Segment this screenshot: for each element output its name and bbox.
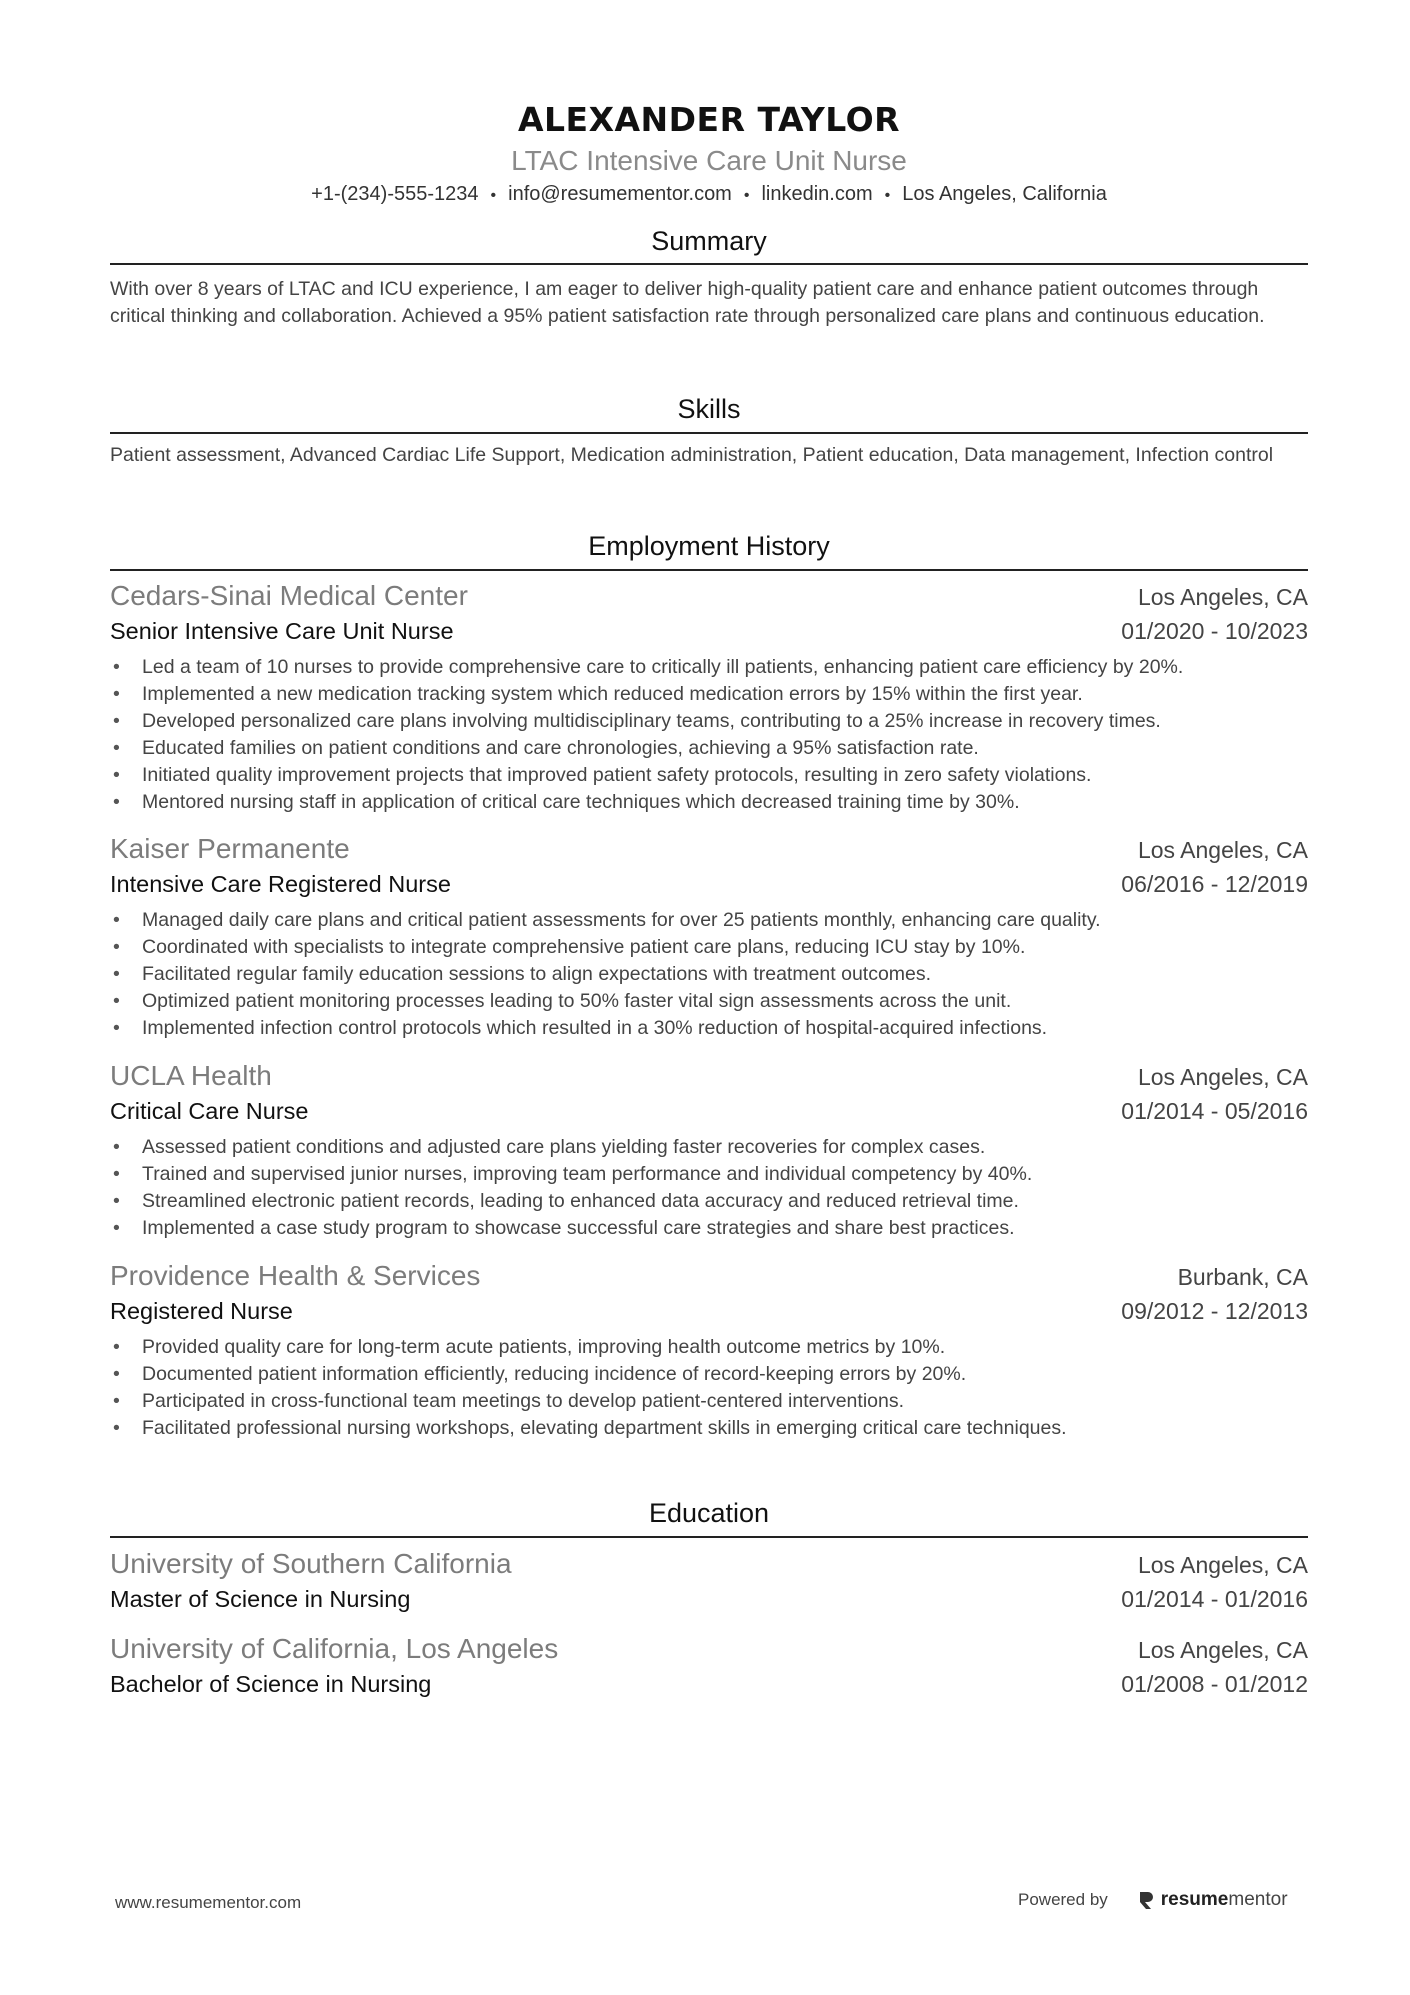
job-bullet: • Facilitated professional nursing workshops, elevating department skills in emerging critical care techniques. bbox=[110, 1415, 1308, 1442]
job-title: Critical Care Nurse bbox=[110, 1098, 309, 1124]
powered-by-label: Powered by bbox=[1018, 1890, 1108, 1909]
resumementor-logo-icon bbox=[1138, 1890, 1156, 1910]
job-bullet: • Implemented infection control protocols which resulted in a 30% reduction of hospital-acquired infections. bbox=[110, 1015, 1308, 1042]
school-location: Los Angeles, CA bbox=[1137, 1552, 1308, 1578]
candidate-role: LTAC Intensive Care Unit Nurse bbox=[511, 145, 907, 176]
phone: +1-(234)-555-1234 bbox=[311, 183, 479, 205]
job-location: Los Angeles, CA bbox=[1137, 837, 1308, 863]
location: Los Angeles, California bbox=[902, 183, 1107, 205]
job-bullet: • Implemented a new medication tracking system which reduced medication errors by 15% within the first year. bbox=[110, 681, 1308, 708]
job-bullet: • Educated families on patient conditions and care chronologies, achieving a 95% satisfaction rate. bbox=[110, 735, 1308, 762]
bullet-separator: • bbox=[884, 187, 891, 204]
job-bullet: • Developed personalized care plans involving multidisciplinary teams, contributing to a 25% increase in recovery times. bbox=[110, 708, 1308, 735]
job-entry bbox=[110, 579, 1308, 816]
brand-name-rest: mentor bbox=[1228, 1889, 1288, 1910]
job-bullet: • Coordinated with specialists to integrate comprehensive patient care plans, reducing ICU stay by 10%. bbox=[110, 934, 1308, 961]
employer: UCLA Health bbox=[110, 1060, 272, 1091]
job-bullet: • Participated in cross-functional team meetings to develop patient-centered interventions. bbox=[110, 1388, 1308, 1415]
job-bullet: • Implemented a case study program to showcase successful care strategies and share best practices. bbox=[110, 1215, 1308, 1242]
education-dates: 01/2008 - 01/2012 bbox=[1121, 1671, 1308, 1697]
job-bullets bbox=[110, 1134, 1308, 1242]
school: University of California, Los Angeles bbox=[110, 1633, 559, 1664]
job-bullet: • Led a team of 10 nurses to provide comprehensive care to critically ill patients, enhancing patient care efficiency by 20%. bbox=[110, 654, 1308, 681]
education-heading: Education bbox=[648, 1498, 770, 1528]
employer: Kaiser Permanente bbox=[110, 833, 350, 864]
employment-heading: Employment History bbox=[588, 531, 830, 561]
summary-divider bbox=[110, 263, 1308, 265]
job-bullet: • Streamlined electronic patient records, leading to enhanced data accuracy and reduced retrieval time. bbox=[110, 1188, 1308, 1215]
job-bullet: • Initiated quality improvement projects that improved patient safety protocols, resulting in zero safety violations. bbox=[110, 762, 1308, 789]
summary-text: With over 8 years of LTAC and ICU experience, I am eager to deliver high-quality patient care and enhance patient outcomes through critical thinking and collaboration. Achieved a 95% patient satisfaction rate through personalized care plans and continuous education. bbox=[110, 278, 1265, 327]
degree: Master of Science in Nursing bbox=[110, 1586, 411, 1612]
job-location: Los Angeles, CA bbox=[1137, 1064, 1308, 1090]
brand-logo[interactable] bbox=[1138, 1889, 1288, 1911]
job-dates: 01/2014 - 05/2016 bbox=[1121, 1098, 1308, 1124]
candidate-name: ALEXANDER TAYLOR bbox=[517, 100, 901, 139]
degree: Bachelor of Science in Nursing bbox=[110, 1671, 432, 1697]
footer-website[interactable]: www.resumementor.com bbox=[115, 1893, 302, 1912]
email[interactable]: info@resumementor.com bbox=[508, 183, 732, 205]
job-title: Registered Nurse bbox=[110, 1298, 293, 1324]
education-divider bbox=[110, 1536, 1308, 1538]
job-bullet: • Provided quality care for long-term acute patients, improving health outcome metrics by 10%. bbox=[110, 1334, 1308, 1361]
bullet-separator: • bbox=[490, 187, 497, 204]
education-entry bbox=[110, 1632, 1308, 1701]
school-location: Los Angeles, CA bbox=[1137, 1637, 1308, 1663]
linkedin[interactable]: linkedin.com bbox=[761, 183, 873, 205]
job-entry bbox=[110, 832, 1308, 1042]
employer: Providence Health & Services bbox=[110, 1260, 481, 1291]
job-bullet: • Optimized patient monitoring processes leading to 50% faster vital sign assessments across the unit. bbox=[110, 988, 1308, 1015]
job-dates: 06/2016 - 12/2019 bbox=[1121, 871, 1308, 897]
employment-divider bbox=[110, 569, 1308, 571]
job-title: Intensive Care Registered Nurse bbox=[110, 871, 451, 897]
skills-divider bbox=[110, 432, 1308, 434]
brand-name-bold: resume bbox=[1160, 1889, 1229, 1910]
job-bullet: • Facilitated regular family education sessions to align expectations with treatment outcomes. bbox=[110, 961, 1308, 988]
job-location: Los Angeles, CA bbox=[1137, 584, 1308, 610]
school: University of Southern California bbox=[110, 1548, 512, 1579]
job-bullets bbox=[110, 654, 1308, 816]
job-entry bbox=[110, 1259, 1308, 1442]
skills-heading: Skills bbox=[677, 394, 741, 424]
skills-text: Patient assessment, Advanced Cardiac Life Support, Medication administration, Patient education, Data management, Infection control bbox=[110, 444, 1274, 466]
summary-heading: Summary bbox=[651, 226, 767, 256]
job-dates: 09/2012 - 12/2013 bbox=[1121, 1298, 1308, 1324]
job-bullet: • Assessed patient conditions and adjusted care plans yielding faster recoveries for complex cases. bbox=[110, 1134, 1308, 1161]
job-bullet: • Documented patient information efficiently, reducing incidence of record-keeping errors by 20%. bbox=[110, 1361, 1308, 1388]
job-dates: 01/2020 - 10/2023 bbox=[1121, 618, 1308, 644]
contact-line bbox=[110, 180, 1308, 210]
bullet-separator: • bbox=[743, 187, 750, 204]
employer: Cedars-Sinai Medical Center bbox=[110, 580, 468, 611]
resume-header bbox=[110, 96, 1308, 210]
job-bullet: • Mentored nursing staff in application of critical care techniques which decreased training time by 30%. bbox=[110, 789, 1308, 816]
job-title: Senior Intensive Care Unit Nurse bbox=[110, 618, 454, 644]
education-dates: 01/2014 - 01/2016 bbox=[1121, 1586, 1308, 1612]
job-location: Burbank, CA bbox=[1177, 1264, 1308, 1290]
job-entry bbox=[110, 1059, 1308, 1242]
job-bullet: • Managed daily care plans and critical patient assessments for over 25 patients monthly, enhancing care quality. bbox=[110, 907, 1308, 934]
job-bullets bbox=[110, 1334, 1308, 1442]
job-bullets bbox=[110, 907, 1308, 1042]
footer-branding bbox=[1018, 1889, 1288, 1911]
job-bullet: • Trained and supervised junior nurses, improving team performance and individual competency by 40%. bbox=[110, 1161, 1308, 1188]
education-entry bbox=[110, 1547, 1308, 1616]
